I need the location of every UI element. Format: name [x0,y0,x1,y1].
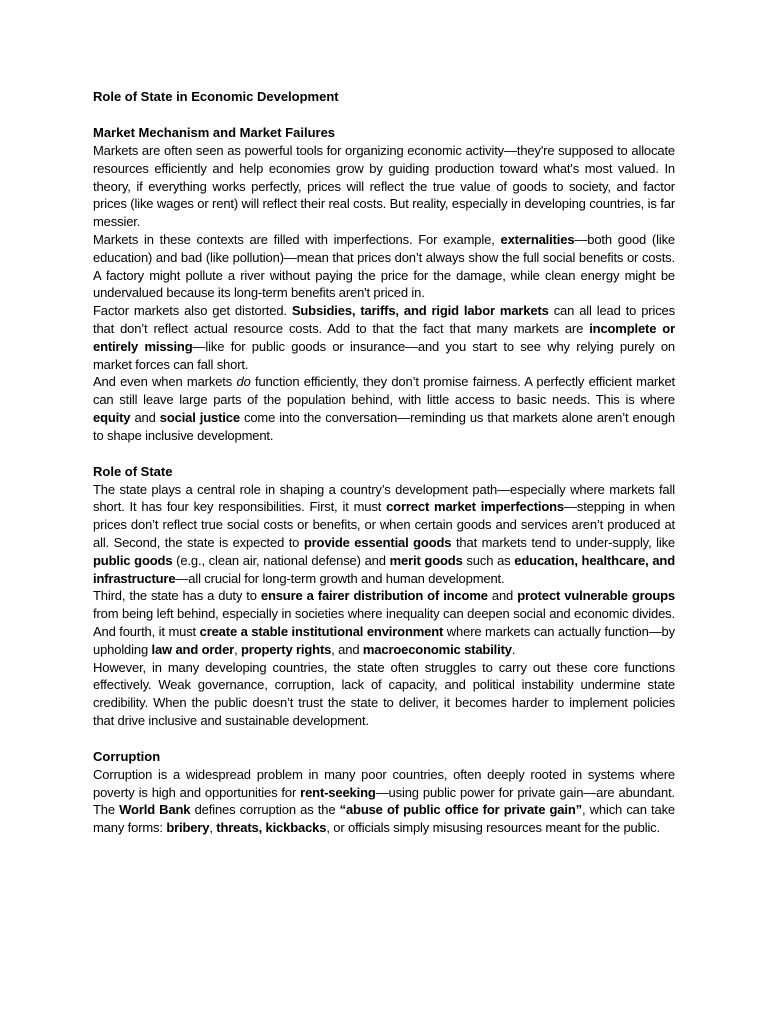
text-run: where markets can actually function—by upholding [93,623,675,657]
section-body [93,481,675,730]
text-run: —stepping in when prices don’t reflect true social costs or benefits, or when certain goods and services aren’t produced at all. Second, the state is expected to [93,499,675,550]
document-title: Role of State in Economic Development [93,89,339,104]
text-run: and [130,409,160,425]
paragraph [93,231,675,302]
bold-text: education, healthcare, and infrastructure [93,552,675,586]
text-run: Markets in these contexts are filled with imperfections. For example, [93,231,501,247]
paragraph [93,766,675,837]
text-run: , [234,641,242,657]
bold-text: correct market imperfections [386,499,565,515]
bold-text: create a stable institutional environment [199,623,444,639]
section-heading: Role of State [93,463,173,479]
text-run: (e.g., clean air, national defense) and [172,552,390,568]
text-run: , or officials simply misusing resources meant for the public. [326,820,660,836]
bold-text: threats, kickbacks [216,820,327,836]
bold-text: incomplete or entirely missing [93,320,675,354]
bold-text: “abuse of public office for private gain” [339,802,582,818]
text-run: that markets tend to under-supply, like [451,534,675,550]
text-run: , which can take many forms: [93,802,675,836]
bold-text: bribery [166,820,210,836]
bold-text: macroeconomic stability [362,641,512,657]
text-run: and [487,588,518,604]
text-run: . [511,641,516,657]
bold-text: ensure a fairer distribution of income [260,588,488,604]
text-run: —both good (like education) and bad (like pollution)—mean that prices don’t always show the full social benefits or costs. A factory might pollute a river without paying the price for the damage, while clean energy might be undervalued because its long-term benefits aren't priced in. [93,231,675,301]
bold-text: externalities [500,231,575,247]
text-run: However, in many developing countries, the state often struggles to carry out these core functions effectively. Weak governance, corruption, lack of capacity, and political instability undermine state credibility. When the public doesn’t trust the state to deliver, it becomes harder to implement policies that drive inclusive and sustainable development. [93,659,675,728]
section-heading: Corruption [93,748,161,764]
text-run: Corruption is a widespread problem in many poor countries, often deeply rooted in systems where poverty is high and opportunities for [93,766,675,800]
bold-text: World Bank [119,802,191,818]
text-run: Markets are often seen as powerful tools for organizing economic activity—they're supposed to allocate resources efficiently and help economies grow by guiding production toward what's most valued. In theory, if everything works perfectly, prices will reflect the true value of goods to society, and factor prices (like wages or rent) will reflect their real costs. But reality, especially in developing countries, is far messier. [93,143,675,230]
text-run: , [209,820,217,836]
bold-text: Subsidies, tariffs, and rigid labor markets [291,303,549,319]
text-run: And even when markets [93,374,237,390]
text-run: Factor markets also get distorted. [93,303,292,319]
section-body [93,766,675,837]
bold-text: rent-seeking [300,784,376,800]
text-run: function efficiently, they don’t promise fairness. A perfectly efficient market can still leave large parts of the population behind, with little access to basic needs. This is where [93,374,676,408]
paragraph [93,659,675,730]
bold-text: provide essential goods [303,534,452,550]
section-corruption [93,748,675,837]
italic-text: do [236,374,251,390]
bold-text: equity [93,409,131,425]
text-run: Third, the state has a duty to [93,588,261,604]
paragraph [93,587,675,658]
text-run: can all lead to prices that don’t reflect actual resource costs. Add to that the fact that many markets are [93,303,675,336]
text-run: The state plays a central role in shaping a country’s development path—especially where markets fall short. It has four key responsibilities. First, it must [93,481,675,515]
text-run: defines corruption as the [190,802,340,818]
text-run: —using public power for private gain—are abundant. The [93,784,675,818]
paragraph [93,302,675,373]
paragraph [93,481,675,588]
section-heading: Market Mechanism and Market Failures [93,125,336,140]
text-run: from being left behind, especially in societies where inequality can deepen social and economic divides. And fourth, it must [93,606,675,639]
text-run: such as [462,552,515,568]
section-market-mechanism [93,124,675,445]
bold-text: protect vulnerable groups [517,588,675,604]
section-role-of-state [93,463,675,730]
bold-text: public goods [93,552,173,568]
bold-text: social justice [159,409,240,425]
text-run: —like for public goods or insurance—and you start to see why relying purely on market forces can fall short. [93,338,675,372]
bold-text: law and order [151,641,235,657]
paragraph [93,373,675,444]
text-run: come into the conversation—reminding us that markets alone aren’t enough to shape inclusive development. [93,409,675,443]
bold-text: property rights [241,641,332,657]
text-run: , and [331,641,363,657]
paragraph [93,142,675,231]
text-run: —all crucial for long-term growth and human development. [175,570,505,586]
section-body [93,142,675,445]
bold-text: merit goods [389,552,463,568]
